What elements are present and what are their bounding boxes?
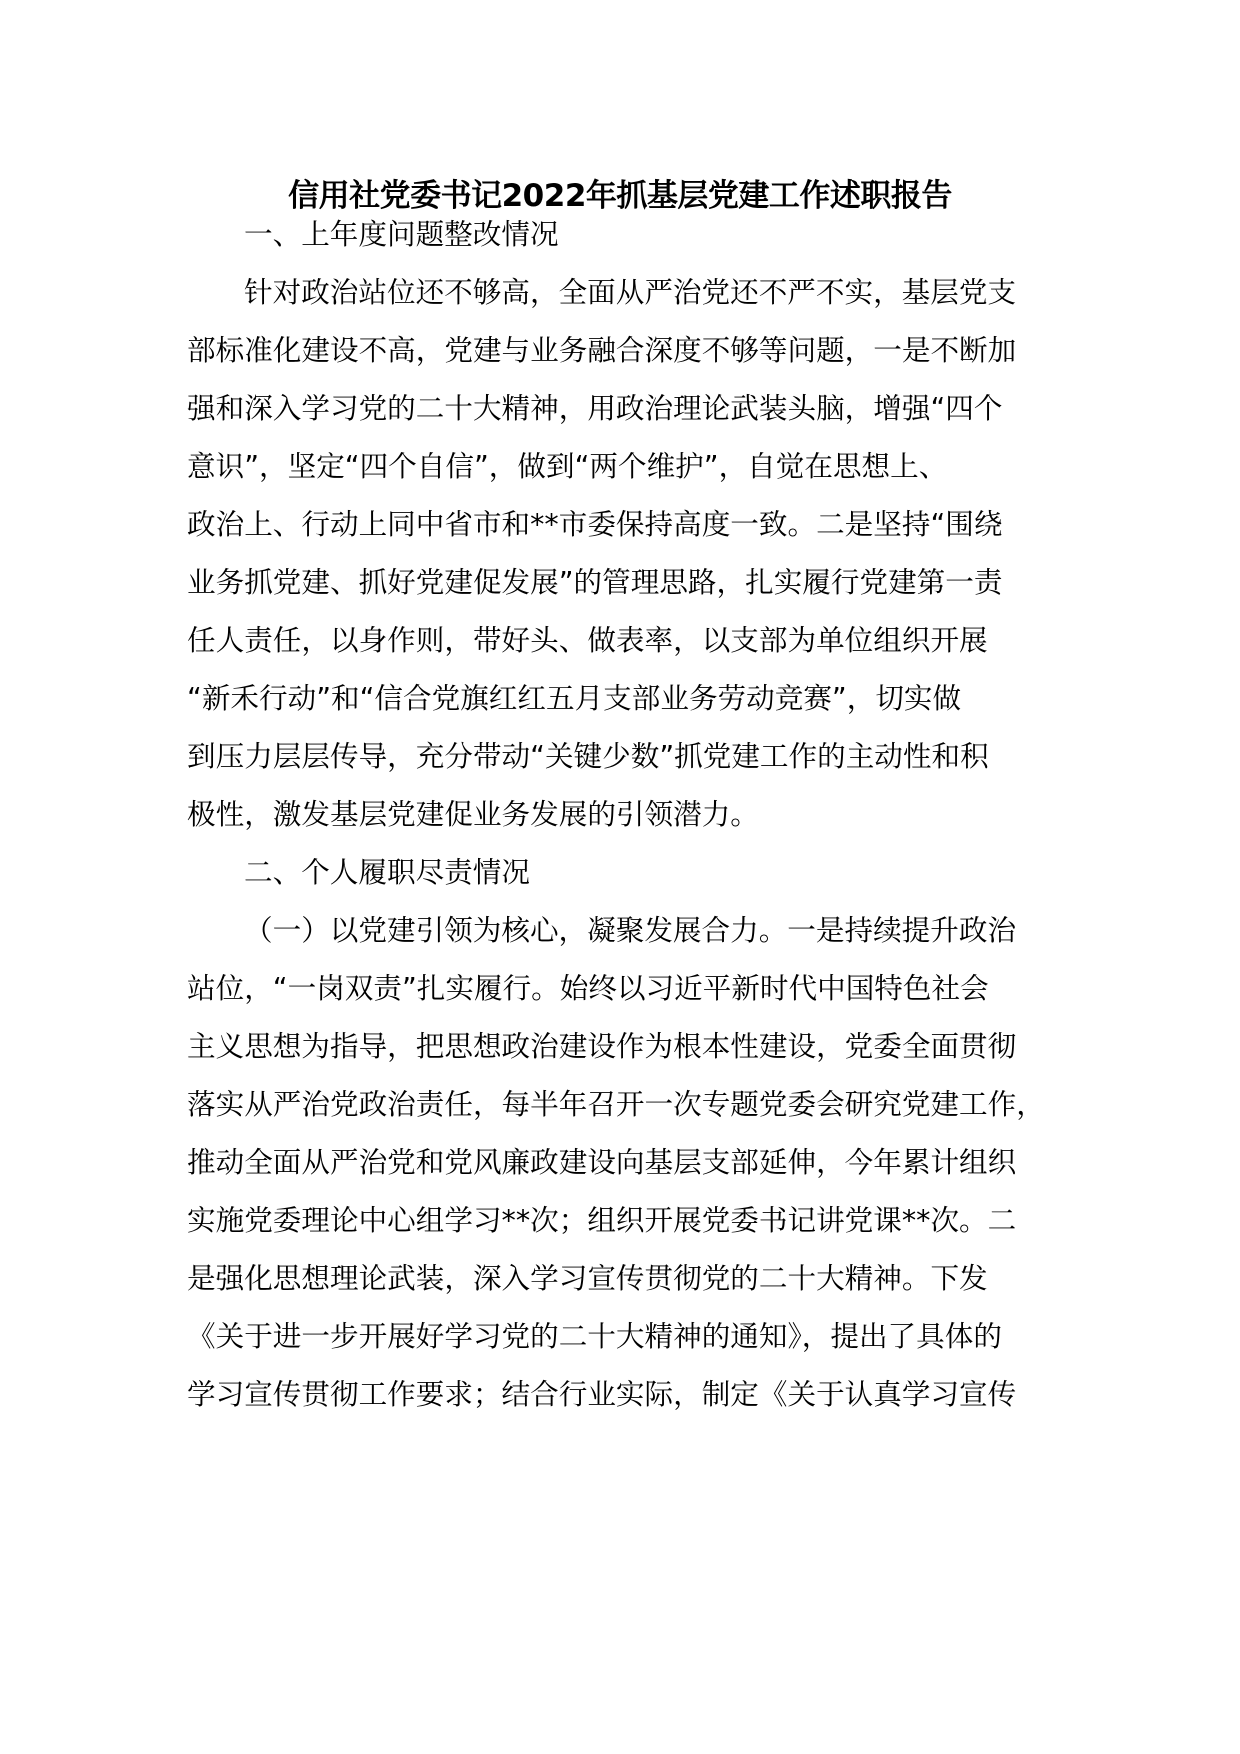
paragraph-line: 落实从严治党政治责任，每半年召开一次专题党委会研究党建工作， — [187, 1087, 1045, 1121]
paragraph-line: “新禾行动”和“信合党旗红红五月支部业务劳动竞赛”，切实做 — [187, 681, 962, 715]
paragraph-line: 业务抓党建、抓好党建促发展”的管理思路，扎实履行党建第一责 — [187, 565, 1003, 599]
paragraph-line: 站位，“一岗双责”扎实履行。始终以习近平新时代中国特色社会 — [187, 971, 989, 1005]
paragraph-line: 政治上、行动上同中省市和**市委保持高度一致。二是坚持“围绕 — [187, 507, 1003, 541]
paragraph-line: 针对政治站位还不够高，全面从严治党还不严不实，基层党支 — [244, 275, 1017, 309]
document-title: 信用社党委书记2022年抓基层党建工作述职报告 — [288, 178, 952, 214]
paragraph-line: 部标准化建设不高，党建与业务融合深度不够等问题，一是不断加 — [187, 333, 1017, 367]
paragraph-line: 到压力层层传导，充分带动“关键少数”抓党建工作的主动性和积 — [187, 739, 989, 773]
paragraph-line: 《关于进一步开展好学习党的二十大精神的通知》，提出了具体的 — [187, 1319, 1002, 1353]
paragraph-line: 实施党委理论中心组学习**次；组织开展党委书记讲党课**次。二 — [187, 1203, 1017, 1237]
section-heading-2: 二、个人履职尽责情况 — [244, 855, 530, 889]
paragraph-line: 强和深入学习党的二十大精神，用政治理论武装头脑，增强“四个 — [187, 391, 1003, 425]
paragraph-line: 意识”，坚定“四个自信”，做到“两个维护”，自觉在思想上、 — [187, 449, 948, 483]
paragraph-line: 学习宣传贯彻工作要求；结合行业实际，制定《关于认真学习宣传 — [187, 1377, 1017, 1411]
paragraph-line: （一）以党建引领为核心，凝聚发展合力。一是持续提升政治 — [244, 913, 1017, 947]
paragraph-line: 主义思想为指导，把思想政治建设作为根本性建设，党委全面贯彻 — [187, 1029, 1017, 1063]
paragraph-line: 任人责任，以身作则，带好头、做表率，以支部为单位组织开展 — [187, 623, 988, 657]
section-heading-1: 一、上年度问题整改情况 — [244, 217, 559, 251]
paragraph-line: 是强化思想理论武装，深入学习宣传贯彻党的二十大精神。下发 — [187, 1261, 988, 1295]
paragraph-line: 极性，激发基层党建促业务发展的引领潜力。 — [187, 797, 759, 831]
paragraph-line: 推动全面从严治党和党风廉政建设向基层支部延伸，今年累计组织 — [187, 1145, 1017, 1179]
